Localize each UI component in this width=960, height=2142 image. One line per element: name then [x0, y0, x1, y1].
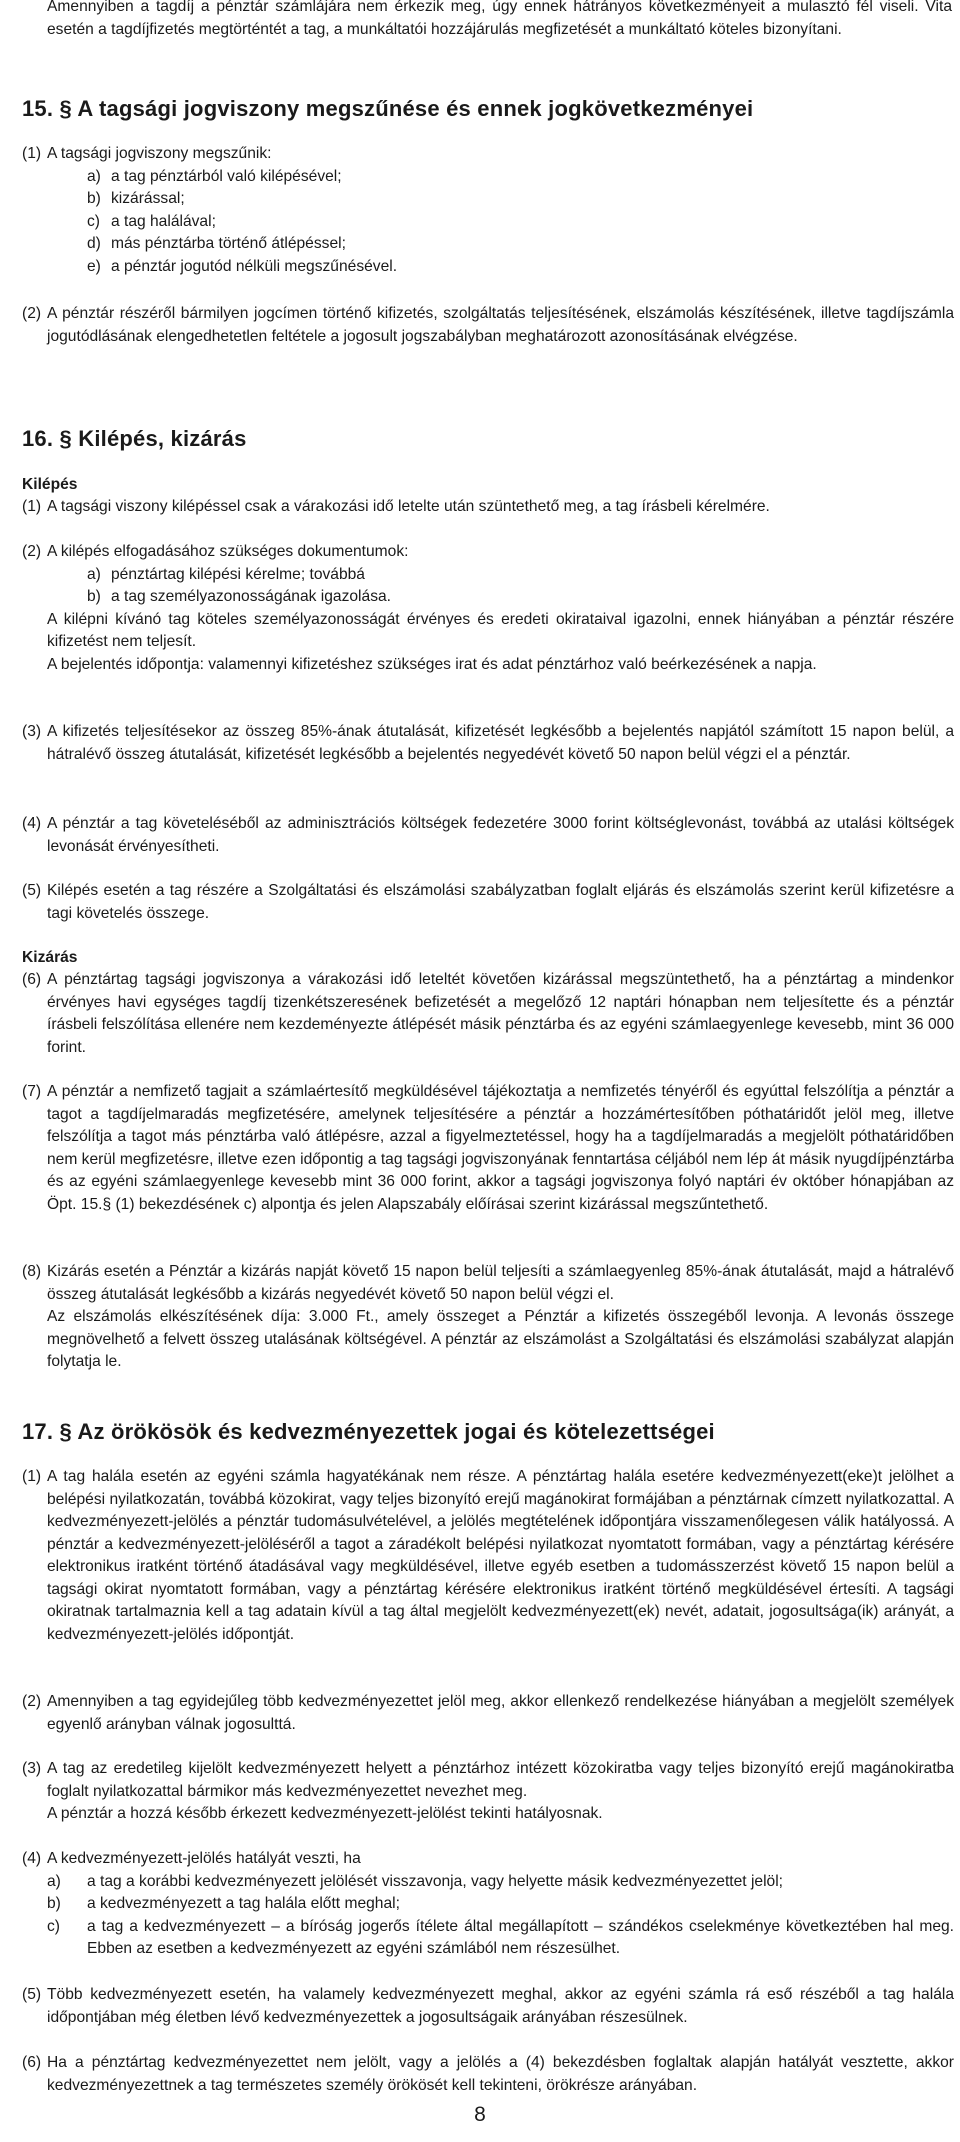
list-item — [47, 1893, 954, 1916]
s17-paragraph-6 — [22, 2052, 954, 2097]
paragraph-lead: A kilépés elfogadásához szükséges dokumentumok: — [47, 543, 409, 560]
list-letter: c) — [47, 1917, 60, 1935]
page-number: 8 — [474, 2103, 486, 2126]
list-letter: a) — [87, 565, 101, 583]
s17-paragraph-3 — [22, 1758, 954, 1826]
paragraph-text: A pénztár a tag követeléséből az adminisztrációs költségek fedezetére 3000 forint költséglevonást, továbbá az utalási költségek levonását érvényesítheti. — [47, 815, 954, 855]
subheading-kizaras: Kizárás — [22, 949, 78, 966]
paragraph-number: (4) — [22, 1850, 42, 1867]
list-letter: e) — [87, 257, 101, 275]
list-letter: c) — [87, 212, 100, 230]
list-letter: b) — [87, 588, 101, 605]
s16-paragraph-5 — [22, 880, 954, 925]
list-text: a tag halálával; — [111, 212, 216, 230]
paragraph-number: (4) — [22, 815, 42, 832]
s16-paragraph-7 — [22, 1081, 954, 1216]
list-item — [47, 564, 954, 587]
enumerated-list — [47, 1871, 954, 1961]
s17-paragraph-1 — [22, 1466, 954, 1646]
paragraph-text: A pénztár részéről bármilyen jogcímen történő kifizetés, szolgáltatás teljesítésének, elszámolás készítésének, illetve tagdíjszámla jogutódlásának elengedhetetlen feltétele a jogosult jogszabályban meghatározott azonosításának elvégzése. — [47, 305, 954, 345]
paragraph-number: (3) — [22, 1760, 42, 1777]
s15-paragraph-1 — [22, 143, 954, 278]
paragraph-number: (3) — [22, 723, 42, 740]
section-15-title: 15. § A tagsági jogviszony megszűnése és ennek jogkövetkezményei — [22, 96, 754, 121]
list-text: a tag a kedvezményezett – a bíróság jogerős ítélete által megállapított – szándékos cselekménye következtében hal meg. Ebben az esetben a kedvezményezett az egyéni számlából nem részesülhet. — [87, 1917, 954, 1957]
list-letter: d) — [87, 235, 101, 252]
paragraph-number: (2) — [22, 1693, 42, 1710]
s17-paragraph-4 — [22, 1848, 954, 1961]
paragraph-text: Több kedvezményezett esetén, ha valamely kedvezményezett meghal, akkor az egyéni számla rá eső részéből a tag halála időpontjában még életben lévő kedvezményezettek a jogosultságaik arányában részesülnek. — [47, 1986, 954, 2026]
list-text: a tag a korábbi kedvezményezett jelölését visszavonja, vagy helyette másik kedvezményezettet jelöl; — [87, 1872, 784, 1890]
list-item — [47, 256, 954, 279]
paragraph-text: A pénztártag tagsági jogviszonya a várakozási idő leteltét követően kizárással megszüntethető, ha a pénztártag a mindenkor érvényes havi egységes tagdíj tizenkétszeresének befizetését a megelőző 12 naptári hónapban nem teljesítette és a pénztár írásbeli felszólítása ellenére nem kezdeményezte átlépését másik pénztárba és az egyéni számlaegyenlege kevesebb, mint 36 000 forint. — [47, 971, 954, 1056]
paragraph-text: A bejelentés időpontja: valamennyi kifizetéshez szükséges irat és adat pénztárhoz való beérkezésének a napja. — [47, 655, 817, 673]
list-letter: b) — [87, 190, 101, 207]
paragraph-text: A pénztár a hozzá később érkezett kedvezményezett-jelölést tekinti hatályosnak. — [47, 1805, 603, 1822]
s16-paragraph-2 — [22, 541, 954, 676]
enumerated-list — [47, 564, 954, 609]
paragraph-number: (2) — [22, 305, 42, 322]
s16-paragraph-1 — [22, 496, 954, 519]
paragraph-number: (5) — [22, 1986, 42, 2003]
paragraph-number: (2) — [22, 543, 42, 560]
list-text: a tag személyazonosságának igazolása. — [111, 588, 391, 605]
paragraph-text: Ha a pénztártag kedvezményezettet nem jelölt, vagy a jelölés a (4) bekezdésben foglaltak alapján hatályát vesztette, akkor kedvezményezettnek a tag természetes személy örökösét kell tekinteni, örökrésze arányában. — [47, 2054, 954, 2094]
list-letter: a) — [47, 1872, 61, 1890]
paragraph-text: Amennyiben a tag egyidejűleg több kedvezményezettet jelöl meg, akkor ellenkező rendelkezése hiányában a megjelölt személyek egyenlő arányban válnak jogosulttá. — [47, 1693, 954, 1733]
list-item — [47, 166, 954, 189]
paragraph-number: (6) — [22, 971, 42, 988]
paragraph-number: (1) — [22, 145, 42, 162]
s17-paragraph-5 — [22, 1984, 954, 2029]
list-text: más pénztárba történő átlépéssel; — [111, 235, 346, 252]
paragraph-lead: A kedvezményezett-jelölés hatályát veszti, ha — [47, 1850, 361, 1867]
s17-paragraph-2 — [22, 1691, 954, 1736]
s16-paragraph-4 — [22, 813, 954, 858]
paragraph-number: (1) — [22, 1468, 42, 1485]
list-item — [47, 211, 954, 234]
paragraph-lead: A tagsági jogviszony megszűnik: — [47, 145, 272, 162]
s15-paragraph-2 — [22, 303, 954, 348]
s16-paragraph-6 — [22, 969, 954, 1059]
list-item — [47, 586, 954, 609]
list-item — [47, 188, 954, 211]
intro-paragraph: Amennyiben a tagdíj a pénztár számlájára nem érkezik meg, úgy ennek hátrányos következményeit a mulasztó fél viseli. Vita esetén a tagdíjfizetés megtörténtét a tag, a munkáltatói hozzájárulás megfizetését a munkáltató köteles bizonyítani. — [47, 0, 952, 38]
paragraph-number: (5) — [22, 882, 42, 899]
s16-paragraph-3 — [22, 721, 954, 766]
paragraph-text: Kilépés esetén a tag részére a Szolgáltatási és elszámolási szabályzatban foglalt eljárás és elszámolás szerint kerül kifizetésre a tagi követelés összege. — [47, 882, 954, 922]
list-letter: a) — [87, 167, 101, 185]
list-item — [47, 1916, 954, 1961]
paragraph-number: (8) — [22, 1263, 42, 1280]
paragraph-text: A pénztár a nemfizető tagjait a számlaértesítő megküldésével tájékoztatja a nemfizetés tényéről és egyúttal felszólítja a pénztár a tagot a tagdíjelmaradás megfizetésére, amelynek teljesítésére a pénztár a hozzámértesítőben póthatáridőt jelöl meg, illetve felszólítja a tagot más pénztárba való átlépésre, azzal a figyelmeztetéssel, hogy ha a tagdíjelmaradás a megjelölt póthatáridőben nem kerül megfizetésre, illetve ezen időpontig a tag tagsági jogviszonyának fenntartása céljából nem lép át másik nyugdíjpénztárba és az egyéni számlaegyenlege kevesebb mint 36 000 forint, akkor a tagsági jogviszonya folyó naptári év október hónapjában az Öpt. 15.§ (1) bekezdésének c) alpontja és jelen Alapszabály előírásai szerint kizárással megszűntethető. — [47, 1083, 954, 1213]
section-17-title: 17. § Az örökösök és kedvezményezettek jogai és kötelezettségei — [22, 1419, 715, 1444]
list-item — [47, 1871, 954, 1894]
paragraph-number: (7) — [22, 1083, 42, 1100]
section-16-title: 16. § Kilépés, kizárás — [22, 426, 247, 451]
paragraph-text: A kifizetés teljesítésekor az összeg 85%-ának átutalását, kifizetését legkésőbb a bejelentés napjától számított 15 napon belül, a hátralévő összeg átutalását, kifizetését legkésőbb a bejelentés negyedévét követő 50 napon belül végzi el a pénztár. — [47, 723, 954, 763]
s16-paragraph-8 — [22, 1261, 954, 1374]
list-item — [47, 233, 954, 256]
paragraph-text: A kilépni kívánó tag köteles személyazonosságát érvényes és eredeti okirataival igazolni, ennek hiányában a pénztár részére kifizetést nem teljesít. — [47, 610, 954, 650]
subheading-kilepes: Kilépés — [22, 476, 78, 493]
paragraph-number: (6) — [22, 2054, 42, 2071]
paragraph-text: Az elszámolás elkészítésének díja: 3.000 Ft., amely összeget a Pénztár a kifizetés összegéből levonja. A levonás összege megnövelhető a felvett összeg utalásának költségével. A pénztár az elszámolást a Szolgáltatási és elszámolási szabályzat alapján folytatja le. — [47, 1308, 954, 1370]
paragraph-number: (1) — [22, 498, 42, 515]
paragraph-text: A tagsági viszony kilépéssel csak a várakozási idő letelte után szüntethető meg, a tag írásbeli kérelmére. — [47, 498, 770, 515]
list-text: a kedvezményezett a tag halála előtt meghal; — [87, 1895, 400, 1912]
paragraph-text: A tag az eredetileg kijelölt kedvezményezett helyett a pénztárhoz intézett közokiratba vagy teljes bizonyító erejű magánokiratba foglalt nyilatkozattal bármikor más kedvezményezettet nevezhet meg. — [47, 1760, 954, 1800]
paragraph-text: A tag halála esetén az egyéni számla hagyatékának nem része. A pénztártag halála esetére kedvezményezett(eke)t jelölhet a belépési nyilatkozatán, továbbá közokirat, vagy teljes bizonyító erejű magánokirat formájában a pénztárnak címzett nyilatkozattal. A kedvezményezett-jelölés a pénztár tudomásulvételével, a jelölés megtételének időpontjára visszamenőlegesen válik hatályossá. A pénztár a kedvezményezett-jelöléséről a tagot a záradékolt belépési nyilatkozat nyomtatott formában, vagy a pénztártag kérésére elektronikus iratként történő átadásával vagy megküldésével, illetve egyéb esetben a tudomásszerzést követő 15 napon belül a tagsági okirat nyomtatott formában, vagy a pénztártag kérésére elektronikus iratként történő megküldésével értesíti. A tagsági okiratnak tartalmaznia kell a tag adatain kívül a tag által megjelölt kedvezményezett(ek) nevét, adatait, jogosultsága(ik) arányát, a kedvezményezett-jelölés időpontját. — [47, 1468, 954, 1643]
list-text: kizárással; — [111, 190, 185, 207]
paragraph-text: Kizárás esetén a Pénztár a kizárás napját követő 15 napon belül teljesíti a számlaegyenleg 85%-ának átutalását, majd a hátralévő összeg átutalását legkésőbb a kizárás negyedévét követő 50 napon belül végzi el. — [47, 1263, 954, 1303]
list-text: a pénztár jogutód nélküli megszűnésével. — [111, 257, 398, 275]
list-letter: b) — [47, 1895, 61, 1912]
enumerated-list — [47, 166, 954, 279]
list-text: pénztártag kilépési kérelme; továbbá — [111, 565, 365, 583]
list-text: a tag pénztárból való kilépésével; — [111, 167, 342, 185]
